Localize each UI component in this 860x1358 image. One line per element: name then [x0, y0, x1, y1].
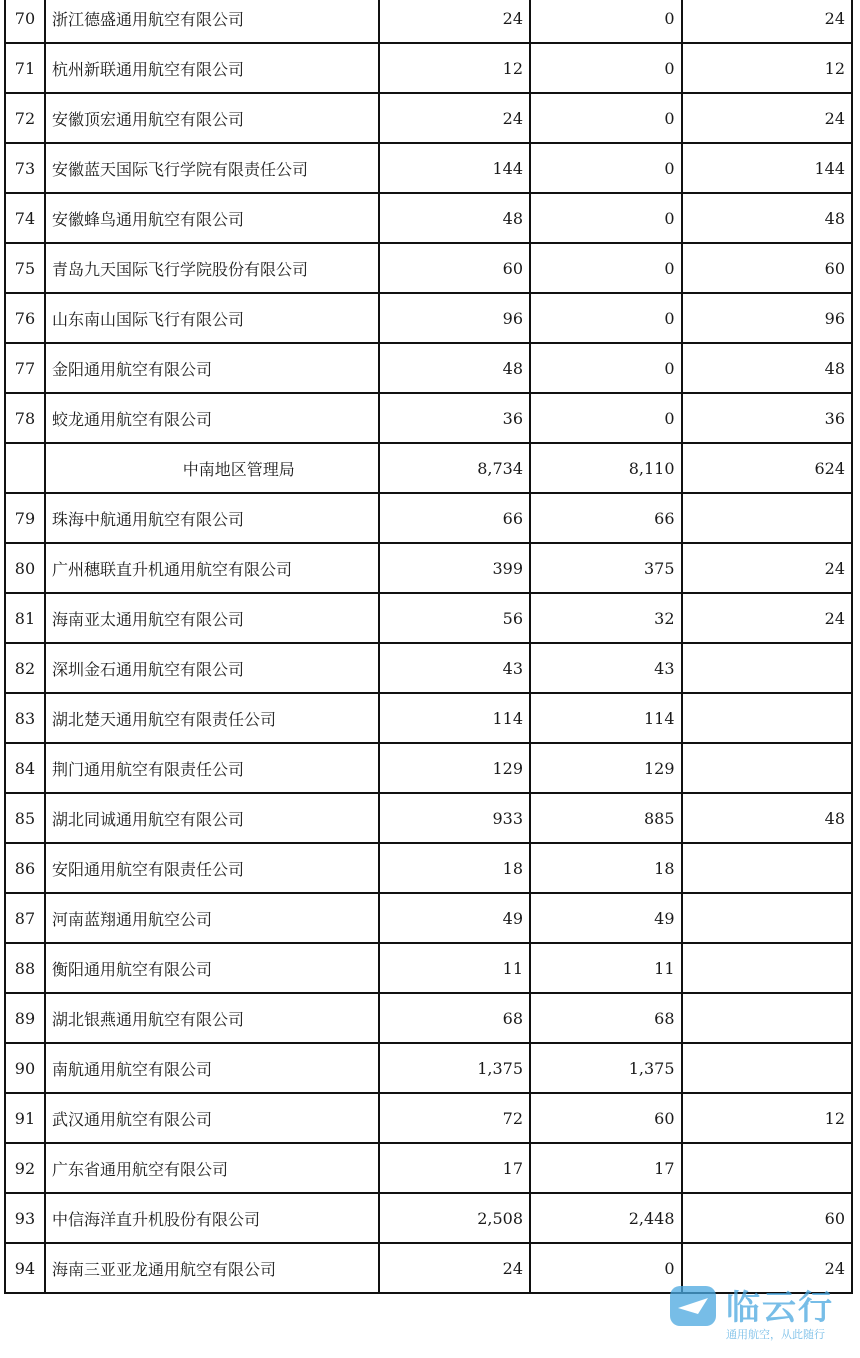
- total-value-cell: 66: [379, 493, 531, 543]
- watermark-title: 临云行: [726, 1288, 834, 1328]
- table-row: [5, 943, 852, 993]
- row-number-cell: 70: [5, 0, 45, 43]
- value-3-cell: 24: [682, 0, 853, 43]
- row-number-cell: 94: [5, 1243, 45, 1293]
- value-3-cell: 60: [682, 243, 853, 293]
- company-name-cell: 珠海中航通用航空有限公司: [45, 493, 379, 543]
- value-3-cell: 48: [682, 193, 853, 243]
- row-number-cell: 80: [5, 543, 45, 593]
- table-row: [5, 643, 852, 693]
- company-name-cell: 中南地区管理局: [45, 443, 379, 493]
- value-3-cell: 96: [682, 293, 853, 343]
- company-name-cell: 武汉通用航空有限公司: [45, 1093, 379, 1143]
- total-value-cell: 36: [379, 393, 531, 443]
- row-number-cell: 93: [5, 1193, 45, 1243]
- value-3-cell: [682, 643, 853, 693]
- table-row: [5, 1043, 852, 1093]
- table-row: [5, 743, 852, 793]
- total-value-cell: 17: [379, 1143, 531, 1193]
- total-value-cell: 48: [379, 193, 531, 243]
- total-value-cell: 72: [379, 1093, 531, 1143]
- total-value-cell: 12: [379, 43, 531, 93]
- company-name-cell: 杭州新联通用航空有限公司: [45, 43, 379, 93]
- value-2-cell: 114: [530, 693, 682, 743]
- table-row: [5, 0, 852, 43]
- total-value-cell: 68: [379, 993, 531, 1043]
- table-row: [5, 1093, 852, 1143]
- company-name-cell: 荆门通用航空有限责任公司: [45, 743, 379, 793]
- total-value-cell: 114: [379, 693, 531, 743]
- company-name-cell: 安徽蜂鸟通用航空有限公司: [45, 193, 379, 243]
- row-number-cell: 89: [5, 993, 45, 1043]
- table-row: [5, 43, 852, 93]
- row-number-cell: 76: [5, 293, 45, 343]
- company-name-cell: 中信海洋直升机股份有限公司: [45, 1193, 379, 1243]
- value-3-cell: 24: [682, 93, 853, 143]
- value-3-cell: [682, 893, 853, 943]
- region-row: [5, 443, 852, 493]
- company-name-cell: 海南三亚亚龙通用航空有限公司: [45, 1243, 379, 1293]
- company-name-cell: 广州穗联直升机通用航空有限公司: [45, 543, 379, 593]
- value-2-cell: 17: [530, 1143, 682, 1193]
- row-number-cell: 72: [5, 93, 45, 143]
- row-number-cell: 73: [5, 143, 45, 193]
- value-2-cell: 0: [530, 1243, 682, 1293]
- value-3-cell: 36: [682, 393, 853, 443]
- total-value-cell: 43: [379, 643, 531, 693]
- row-number-cell: 79: [5, 493, 45, 543]
- value-2-cell: 49: [530, 893, 682, 943]
- total-value-cell: 933: [379, 793, 531, 843]
- table-row: [5, 243, 852, 293]
- table-row: [5, 493, 852, 543]
- row-number-cell: 84: [5, 743, 45, 793]
- value-3-cell: 12: [682, 43, 853, 93]
- value-3-cell: [682, 693, 853, 743]
- table-row: [5, 893, 852, 943]
- total-value-cell: 8,734: [379, 443, 531, 493]
- row-number-cell: 77: [5, 343, 45, 393]
- value-2-cell: 0: [530, 143, 682, 193]
- company-name-cell: 深圳金石通用航空有限公司: [45, 643, 379, 693]
- value-2-cell: 11: [530, 943, 682, 993]
- total-value-cell: 48: [379, 343, 531, 393]
- value-2-cell: 32: [530, 593, 682, 643]
- value-2-cell: 0: [530, 43, 682, 93]
- total-value-cell: 24: [379, 1243, 531, 1293]
- company-name-cell: 安阳通用航空有限责任公司: [45, 843, 379, 893]
- total-value-cell: 24: [379, 0, 531, 43]
- total-value-cell: 49: [379, 893, 531, 943]
- total-value-cell: 2,508: [379, 1193, 531, 1243]
- table-row: [5, 1143, 852, 1193]
- value-3-cell: [682, 1043, 853, 1093]
- value-2-cell: 8,110: [530, 443, 682, 493]
- company-name-cell: 河南蓝翔通用航空公司: [45, 893, 379, 943]
- value-2-cell: 66: [530, 493, 682, 543]
- value-3-cell: [682, 1143, 853, 1193]
- airplane-logo-icon: [668, 1284, 718, 1334]
- table-row: [5, 343, 852, 393]
- row-number-cell: 87: [5, 893, 45, 943]
- value-3-cell: 144: [682, 143, 853, 193]
- total-value-cell: 18: [379, 843, 531, 893]
- watermark-subtitle: 通用航空，从此随行: [726, 1328, 825, 1341]
- row-number-cell: 90: [5, 1043, 45, 1093]
- company-name-cell: 安徽蓝天国际飞行学院有限责任公司: [45, 143, 379, 193]
- value-3-cell: 24: [682, 1243, 853, 1293]
- value-2-cell: 375: [530, 543, 682, 593]
- value-3-cell: 24: [682, 543, 853, 593]
- value-2-cell: 18: [530, 843, 682, 893]
- row-number-cell: 88: [5, 943, 45, 993]
- table-row: [5, 1193, 852, 1243]
- data-table: [4, 0, 853, 1294]
- value-3-cell: 60: [682, 1193, 853, 1243]
- value-2-cell: 2,448: [530, 1193, 682, 1243]
- table-row: [5, 393, 852, 443]
- company-name-cell: 湖北楚天通用航空有限责任公司: [45, 693, 379, 743]
- row-number-cell: 78: [5, 393, 45, 443]
- value-3-cell: 24: [682, 593, 853, 643]
- total-value-cell: 11: [379, 943, 531, 993]
- table-row: [5, 593, 852, 643]
- company-name-cell: 浙江德盛通用航空有限公司: [45, 0, 379, 43]
- value-2-cell: 0: [530, 343, 682, 393]
- value-3-cell: [682, 843, 853, 893]
- company-name-cell: 安徽顶宏通用航空有限公司: [45, 93, 379, 143]
- value-2-cell: 0: [530, 193, 682, 243]
- table-row: [5, 793, 852, 843]
- value-3-cell: [682, 993, 853, 1043]
- total-value-cell: 129: [379, 743, 531, 793]
- table-row: [5, 143, 852, 193]
- total-value-cell: 1,375: [379, 1043, 531, 1093]
- row-number-cell: 75: [5, 243, 45, 293]
- company-name-cell: 湖北银燕通用航空有限公司: [45, 993, 379, 1043]
- value-2-cell: 43: [530, 643, 682, 693]
- total-value-cell: 56: [379, 593, 531, 643]
- value-3-cell: [682, 743, 853, 793]
- row-number-cell: 71: [5, 43, 45, 93]
- row-number-cell: 91: [5, 1093, 45, 1143]
- value-2-cell: 0: [530, 93, 682, 143]
- row-number-cell: 82: [5, 643, 45, 693]
- table-body: [5, 0, 852, 1293]
- row-number-cell: [5, 443, 45, 493]
- watermark: [668, 1280, 848, 1350]
- value-3-cell: [682, 943, 853, 993]
- company-name-cell: 南航通用航空有限公司: [45, 1043, 379, 1093]
- row-number-cell: 85: [5, 793, 45, 843]
- row-number-cell: 74: [5, 193, 45, 243]
- value-2-cell: 885: [530, 793, 682, 843]
- table-row: [5, 543, 852, 593]
- table-row: [5, 293, 852, 343]
- value-2-cell: 1,375: [530, 1043, 682, 1093]
- value-3-cell: 12: [682, 1093, 853, 1143]
- value-3-cell: 48: [682, 793, 853, 843]
- value-2-cell: 60: [530, 1093, 682, 1143]
- company-name-cell: 广东省通用航空有限公司: [45, 1143, 379, 1193]
- row-number-cell: 86: [5, 843, 45, 893]
- company-name-cell: 山东南山国际飞行有限公司: [45, 293, 379, 343]
- value-3-cell: 624: [682, 443, 853, 493]
- table-row: [5, 843, 852, 893]
- company-name-cell: 湖北同诚通用航空有限公司: [45, 793, 379, 843]
- value-2-cell: 0: [530, 293, 682, 343]
- total-value-cell: 60: [379, 243, 531, 293]
- company-name-cell: 海南亚太通用航空有限公司: [45, 593, 379, 643]
- company-name-cell: 青岛九天国际飞行学院股份有限公司: [45, 243, 379, 293]
- row-number-cell: 81: [5, 593, 45, 643]
- company-name-cell: 衡阳通用航空有限公司: [45, 943, 379, 993]
- company-name-cell: 蛟龙通用航空有限公司: [45, 393, 379, 443]
- total-value-cell: 96: [379, 293, 531, 343]
- total-value-cell: 24: [379, 93, 531, 143]
- value-2-cell: 68: [530, 993, 682, 1043]
- table-row: [5, 93, 852, 143]
- value-3-cell: [682, 493, 853, 543]
- total-value-cell: 399: [379, 543, 531, 593]
- value-2-cell: 0: [530, 393, 682, 443]
- value-2-cell: 0: [530, 243, 682, 293]
- company-name-cell: 金阳通用航空有限公司: [45, 343, 379, 393]
- table-row: [5, 693, 852, 743]
- total-value-cell: 144: [379, 143, 531, 193]
- value-3-cell: 48: [682, 343, 853, 393]
- table-row: [5, 993, 852, 1043]
- row-number-cell: 83: [5, 693, 45, 743]
- row-number-cell: 92: [5, 1143, 45, 1193]
- table-row: [5, 193, 852, 243]
- value-2-cell: 0: [530, 0, 682, 43]
- value-2-cell: 129: [530, 743, 682, 793]
